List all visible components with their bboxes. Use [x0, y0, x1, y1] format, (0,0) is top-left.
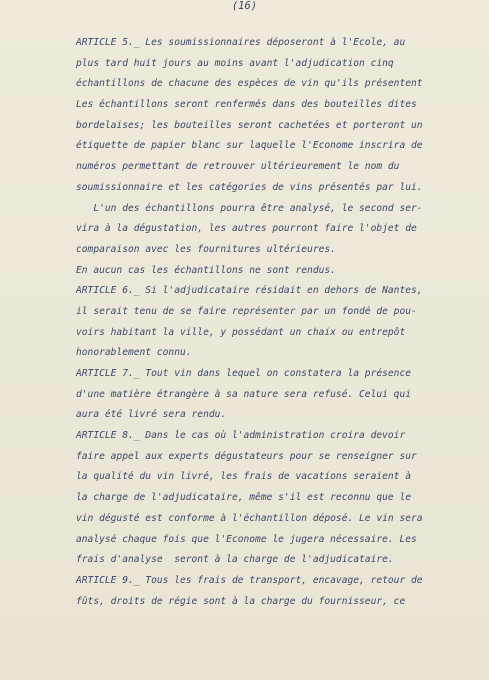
text-line: En aucun cas les échantillons ne sont rendus. [76, 264, 336, 276]
text-line: ARTICLE 5._ Les soumissionnaires déposeront à l'Ecole, au [76, 37, 406, 48]
text-line: la charge de l'adjudicataire, même s'il est reconnu que le [76, 492, 412, 504]
text-line: étiquette de papier blanc sur laquelle l'Econome inscrira de [76, 140, 423, 152]
text-line: comparaison avec les fournitures ultérieures. [76, 243, 336, 255]
text-line: L'un des échantillons pourra être analysé, le second ser- [76, 202, 423, 214]
text-line: plus tard huit jours au moins avant l'adjudication cinq [76, 57, 394, 69]
text-line: ARTICLE 8._ Dans le cas où l'administration croira devoir [76, 430, 406, 442]
text-line: Les échantillons seront renfermés dans des bouteilles dites [76, 99, 417, 111]
text-line: aura été livré sera rendu. [76, 409, 227, 421]
text-line: ARTICLE 6._ Si l'adjudicataire résidait en dehors de Nantes, [76, 285, 423, 297]
text-line: numéros permettant de retrouver ultérieurement le nom du [76, 161, 400, 173]
text-line: bordelaises; les bouteilles seront cachetées et porteront un [76, 119, 423, 131]
text-line: frais d'analyse seront à la charge de l'adjudicataire. [76, 554, 394, 566]
text-line: la qualité du vin livré, les frais de vacations seraient à [76, 471, 412, 483]
text-line: d'une matière étrangère à sa nature sera refusé. Celui qui [76, 388, 412, 400]
text-line: vin dégusté est conforme à l'échantillon déposé. Le vin sera [76, 512, 423, 524]
text-line: fûts, droits de régie sont à la charge du fournisseur, ce [76, 595, 406, 607]
text-line: vira à la dégustation, les autres pourront faire l'objet de [76, 223, 417, 235]
body-text [76, 33, 489, 612]
text-line: analysé chaque fois que l'Econome le jugera nécessaire. Les [76, 533, 417, 545]
text-line: honorablement connu. [76, 347, 192, 359]
text-line: voirs habitant la ville, y possédant un chaix ou entrepôt [76, 326, 406, 338]
text-line: échantillons de chacune des espèces de vin qu'ils présentent [76, 78, 423, 90]
text-line: il serait tenu de se faire représenter par un fondé de pou- [76, 305, 417, 317]
text-line: soumissionnaire et les catégories de vins présentés par lui. [76, 181, 423, 193]
text-line: faire appel aux experts dégustateurs pour se renseigner sur [76, 450, 417, 462]
page-number: (16) [231, 0, 258, 12]
text-line: ARTICLE 9._ Tous les frais de transport, encavage, retour de [76, 574, 423, 586]
text-line: ARTICLE 7._ Tout vin dans lequel on constatera la présence [76, 368, 412, 379]
